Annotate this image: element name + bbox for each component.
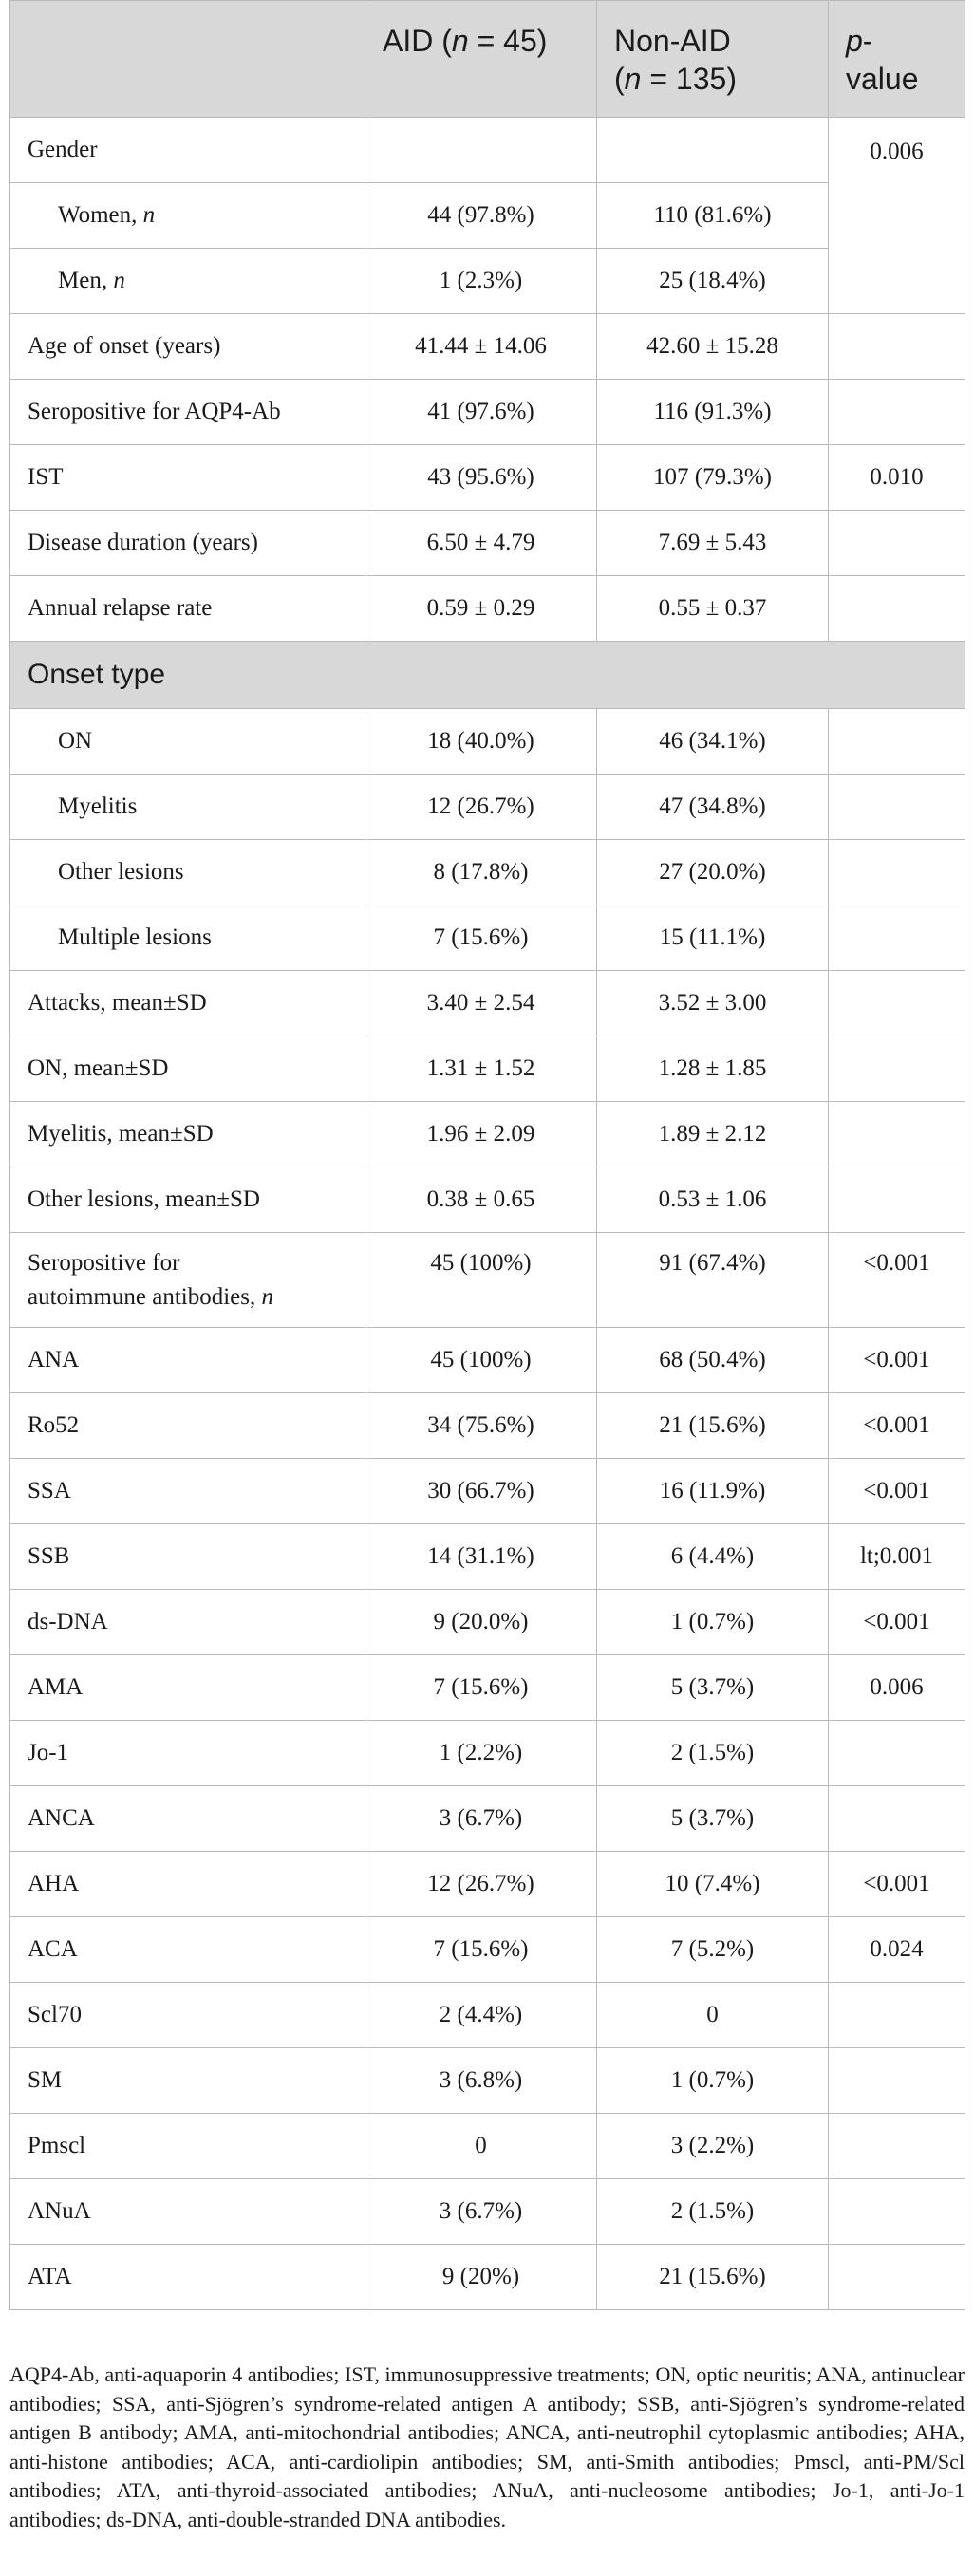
header-aid-suffix: = 45) (468, 24, 548, 58)
row-label: Myelitis, mean±SD (10, 1102, 365, 1167)
p-value (829, 1983, 965, 2048)
row-label: ON, mean±SD (10, 1036, 365, 1102)
row-label: Attacks, mean±SD (10, 971, 365, 1036)
row-label: SSA (10, 1459, 365, 1524)
aid-value: 3 (6.7%) (365, 1786, 597, 1852)
p-value: <0.001 (829, 1233, 965, 1328)
table-row-ist (10, 445, 965, 511)
aid-value: 34 (75.6%) (365, 1393, 597, 1459)
nonaid-value: 7 (5.2%) (597, 1917, 829, 1983)
row-label: IST (10, 445, 365, 511)
table-footnote: AQP4-Ab, anti-aquaporin 4 antibodies; IST, immunosuppressive treatments; ON, optic neuritis; ANA, antinuclear antibodies; SSA, anti-Sjögren’s syndrome-related antigen A antibody; SSB, anti-Sjögren’s syndrome-related antigen B antibody; AMA, anti-mitochondrial antibodies; ANCA, anti-neutrophil cytoplasmic antibodies; AHA, anti-histone antibodies; ACA, anti-cardiolipin antibodies; SM, anti-Smith antibodies; Pmscl, anti-PM/Scl antibodies; ATA, anti-thyroid-associated antibodies; ANuA, anti-nucleosome antibodies; Jo-1, anti-Jo-1 antibodies; ds-DNA, anti-double-stranded DNA antibodies. (9, 2362, 965, 2531)
row-label: SM (10, 2048, 365, 2114)
aid-value: 7 (15.6%) (365, 905, 597, 971)
nonaid-value (597, 118, 829, 183)
aid-value: 18 (40.0%) (365, 709, 597, 775)
row-label: Seropositive for AQP4-Ab (10, 380, 365, 445)
p-value (829, 1786, 965, 1852)
table-row-jo1 (10, 1721, 965, 1786)
header-row (10, 1, 965, 118)
aid-value: 45 (100%) (365, 1233, 597, 1328)
row-label: AMA (10, 1655, 365, 1721)
table-row-pmscl (10, 2114, 965, 2179)
p-value (829, 1102, 965, 1167)
aid-value: 1.31 ± 1.52 (365, 1036, 597, 1102)
row-label: Scl70 (10, 1983, 365, 2048)
table-row-autoimmune (10, 1233, 965, 1328)
nonaid-value: 0.53 ± 1.06 (597, 1167, 829, 1233)
table-row-ro52 (10, 1393, 965, 1459)
p-value: 0.006 (829, 118, 965, 314)
nonaid-value: 42.60 ± 15.28 (597, 314, 829, 380)
nonaid-value: 116 (91.3%) (597, 380, 829, 445)
table-row-women (10, 183, 965, 249)
aid-value: 1.96 ± 2.09 (365, 1102, 597, 1167)
aid-value: 9 (20.0%) (365, 1590, 597, 1655)
row-label: Multiple lesions (10, 905, 365, 971)
nonaid-value: 2 (1.5%) (597, 2179, 829, 2245)
p-value (829, 1721, 965, 1786)
row-label (10, 249, 365, 314)
row-label: Other lesions (10, 840, 365, 905)
table-row-men (10, 249, 965, 314)
row-label: Annual relapse rate (10, 576, 365, 642)
row-label: ATA (10, 2245, 365, 2310)
nonaid-value: 3.52 ± 3.00 (597, 971, 829, 1036)
table-container (9, 0, 965, 2310)
nonaid-value: 0.55 ± 0.37 (597, 576, 829, 642)
table-row-anca (10, 1786, 965, 1852)
nonaid-value: 1.28 ± 1.85 (597, 1036, 829, 1102)
header-aid-n: n (451, 24, 469, 58)
row-label-line1: Seropositive for (28, 1250, 180, 1276)
p-value (829, 314, 965, 380)
row-label: Myelitis (10, 775, 365, 840)
nonaid-value: 1 (0.7%) (597, 1590, 829, 1655)
p-value: 0.006 (829, 1655, 965, 1721)
header-nonaid-n: n (624, 62, 642, 96)
aid-value: 0.59 ± 0.29 (365, 576, 597, 642)
nonaid-value: 46 (34.1%) (597, 709, 829, 775)
aid-value: 1 (2.2%) (365, 1721, 597, 1786)
row-label: Disease duration (years) (10, 511, 365, 576)
nonaid-value: 3 (2.2%) (597, 2114, 829, 2179)
nonaid-value: 16 (11.9%) (597, 1459, 829, 1524)
table-row-attacks (10, 971, 965, 1036)
table-row-ata (10, 2245, 965, 2310)
section-row-onset-type (10, 642, 965, 709)
row-label: AHA (10, 1852, 365, 1917)
header-pvalue-p: p (846, 24, 863, 58)
table-row-ssb (10, 1524, 965, 1590)
p-value: <0.001 (829, 1459, 965, 1524)
header-aid (365, 1, 597, 118)
table-body (10, 118, 965, 2310)
table-row-ama (10, 1655, 965, 1721)
table-row-sm (10, 2048, 965, 2114)
nonaid-value: 107 (79.3%) (597, 445, 829, 511)
aid-value: 3 (6.8%) (365, 2048, 597, 2114)
comparison-table (9, 0, 965, 2310)
row-label-unit: n (261, 1284, 273, 1310)
row-label: ON (10, 709, 365, 775)
aid-value: 3.40 ± 2.54 (365, 971, 597, 1036)
row-label (10, 183, 365, 249)
row-label: ANA (10, 1328, 365, 1393)
table-row-ana (10, 1328, 965, 1393)
row-label: ANuA (10, 2179, 365, 2245)
aid-value: 9 (20%) (365, 2245, 597, 2310)
aid-value: 3 (6.7%) (365, 2179, 597, 2245)
table-row-aha (10, 1852, 965, 1917)
table-row-myelitis-mean (10, 1102, 965, 1167)
p-value: 0.024 (829, 1917, 965, 1983)
p-value (829, 2048, 965, 2114)
table-row-anua (10, 2179, 965, 2245)
nonaid-value: 10 (7.4%) (597, 1852, 829, 1917)
table-row-on-mean (10, 1036, 965, 1102)
row-label-text: Women, (58, 202, 143, 228)
aid-value: 12 (26.7%) (365, 775, 597, 840)
table-row-relapse (10, 576, 965, 642)
table-header (10, 1, 965, 118)
p-value (829, 709, 965, 775)
nonaid-value: 0 (597, 1983, 829, 2048)
p-value (829, 2245, 965, 2310)
nonaid-value: 1.89 ± 2.12 (597, 1102, 829, 1167)
table-row-duration (10, 511, 965, 576)
p-value: <0.001 (829, 1393, 965, 1459)
table-row-other-lesions (10, 840, 965, 905)
header-pvalue-dash: - (862, 24, 873, 58)
nonaid-value: 5 (3.7%) (597, 1786, 829, 1852)
p-value (829, 1167, 965, 1233)
row-label: SSB (10, 1524, 365, 1590)
p-value (829, 380, 965, 445)
p-value: <0.001 (829, 1590, 965, 1655)
table-row-myelitis (10, 775, 965, 840)
nonaid-value: 1 (0.7%) (597, 2048, 829, 2114)
table-row-gender (10, 118, 965, 183)
p-value: <0.001 (829, 1852, 965, 1917)
nonaid-value: 6 (4.4%) (597, 1524, 829, 1590)
p-value (829, 576, 965, 642)
header-aid-prefix: AID ( (383, 24, 452, 58)
nonaid-value: 27 (20.0%) (597, 840, 829, 905)
aid-value (365, 118, 597, 183)
p-value (829, 511, 965, 576)
nonaid-value: 2 (1.5%) (597, 1721, 829, 1786)
nonaid-value: 15 (11.1%) (597, 905, 829, 971)
header-pvalue-value: value (846, 62, 919, 96)
nonaid-value: 47 (34.8%) (597, 775, 829, 840)
nonaid-value: 91 (67.4%) (597, 1233, 829, 1328)
row-label: ANCA (10, 1786, 365, 1852)
table-row-age (10, 314, 965, 380)
row-label-unit: n (142, 202, 156, 228)
p-value (829, 971, 965, 1036)
p-value (829, 2114, 965, 2179)
row-label: Other lesions, mean±SD (10, 1167, 365, 1233)
aid-value: 14 (31.1%) (365, 1524, 597, 1590)
p-value: 0.010 (829, 445, 965, 511)
nonaid-value: 25 (18.4%) (597, 249, 829, 314)
table-row-scl70 (10, 1983, 965, 2048)
row-label-line2: autoimmune antibodies, (28, 1284, 262, 1310)
header-nonaid-prefix: ( (614, 62, 625, 96)
aid-value: 0.38 ± 0.65 (365, 1167, 597, 1233)
row-label: Jo-1 (10, 1721, 365, 1786)
p-value: lt;0.001 (829, 1524, 965, 1590)
aid-value: 45 (100%) (365, 1328, 597, 1393)
aid-value: 12 (26.7%) (365, 1852, 597, 1917)
table-row-aqp4 (10, 380, 965, 445)
row-label: Ro52 (10, 1393, 365, 1459)
row-label: ACA (10, 1917, 365, 1983)
nonaid-value: 21 (15.6%) (597, 1393, 829, 1459)
p-value: <0.001 (829, 1328, 965, 1393)
table-row-dsdna (10, 1590, 965, 1655)
table-row-other-lesions-mean (10, 1167, 965, 1233)
row-label: Age of onset (years) (10, 314, 365, 380)
aid-value: 41 (97.6%) (365, 380, 597, 445)
p-value (829, 840, 965, 905)
nonaid-value: 68 (50.4%) (597, 1328, 829, 1393)
nonaid-value: 110 (81.6%) (597, 183, 829, 249)
aid-value: 41.44 ± 14.06 (365, 314, 597, 380)
table-row-on (10, 709, 965, 775)
header-pvalue (829, 1, 965, 118)
row-label: Pmscl (10, 2114, 365, 2179)
nonaid-value: 7.69 ± 5.43 (597, 511, 829, 576)
table-row-ssa (10, 1459, 965, 1524)
header-nonaid (597, 1, 829, 118)
p-value (829, 775, 965, 840)
row-label-unit: n (113, 268, 125, 293)
row-label (10, 1233, 365, 1328)
row-label: Gender (10, 118, 365, 183)
aid-value: 1 (2.3%) (365, 249, 597, 314)
header-empty-cell (10, 1, 365, 118)
table-row-multiple-lesions (10, 905, 965, 971)
aid-value: 43 (95.6%) (365, 445, 597, 511)
aid-value: 44 (97.8%) (365, 183, 597, 249)
p-value (829, 2179, 965, 2245)
p-value (829, 1036, 965, 1102)
header-nonaid-suffix: = 135) (641, 62, 737, 96)
aid-value: 0 (365, 2114, 597, 2179)
aid-value: 30 (66.7%) (365, 1459, 597, 1524)
aid-value: 7 (15.6%) (365, 1917, 597, 1983)
nonaid-value: 21 (15.6%) (597, 2245, 829, 2310)
p-value (829, 905, 965, 971)
row-label-text: Men, (58, 268, 114, 293)
aid-value: 8 (17.8%) (365, 840, 597, 905)
header-nonaid-line1: Non-AID (614, 24, 731, 58)
table-row-aca (10, 1917, 965, 1983)
aid-value: 6.50 ± 4.79 (365, 511, 597, 576)
aid-value: 7 (15.6%) (365, 1655, 597, 1721)
row-label: ds-DNA (10, 1590, 365, 1655)
aid-value: 2 (4.4%) (365, 1983, 597, 2048)
nonaid-value: 5 (3.7%) (597, 1655, 829, 1721)
section-title: Onset type (10, 642, 965, 709)
